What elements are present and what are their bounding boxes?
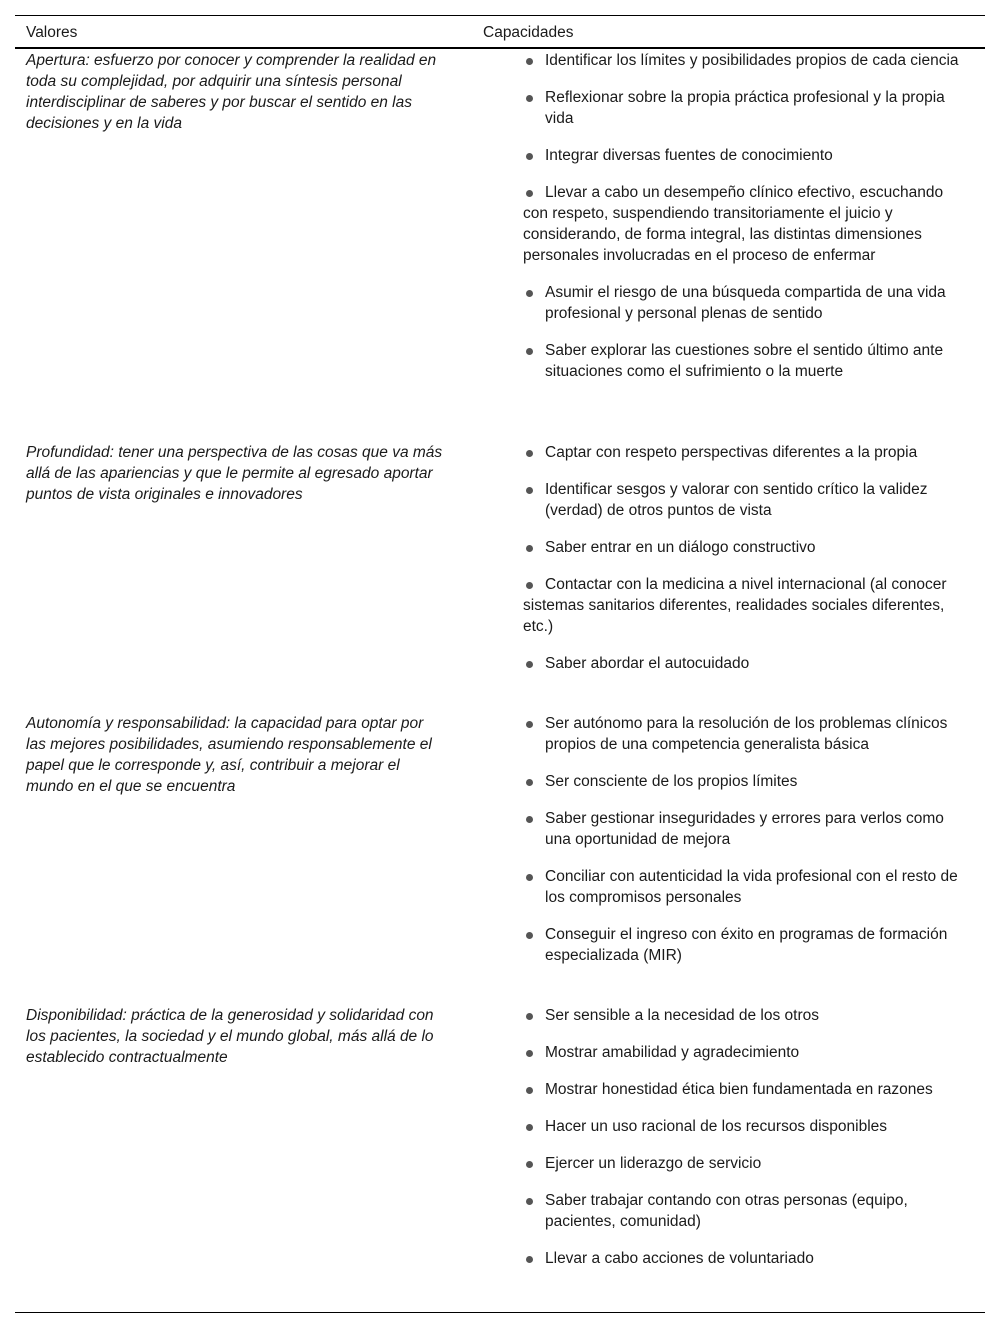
capabilities-list (523, 442, 963, 690)
value-description: Disponibilidad: práctica de la generosidad y solidaridad con los pacientes, la sociedad y el mundo global, más allá de lo establecido contractualmente (26, 1007, 434, 1066)
list-item: Integrar diversas fuentes de conocimiento (523, 145, 963, 166)
bullet-icon (526, 1013, 533, 1020)
list-item: Saber explorar las cuestiones sobre el sentido último ante situaciones como el sufrimiento o la muerte (523, 340, 963, 382)
capabilities-list (523, 1005, 963, 1285)
bullet-icon (526, 932, 533, 939)
bullet-icon (526, 1198, 533, 1205)
list-item: Saber trabajar contando con otras personas (equipo, pacientes, comunidad) (523, 1190, 963, 1232)
list-item: Ser sensible a la necesidad de los otros (523, 1005, 963, 1026)
bullet-icon (526, 450, 533, 457)
bullet-icon (526, 348, 533, 355)
list-item: Llevar a cabo un desempeño clínico efectivo, escuchando con respeto, suspendiendo transitoriamente el juicio y considerando, de forma integral, las distintas dimensiones personales involucradas en el proceso de enfermar (523, 184, 944, 264)
list-item: Reflexionar sobre la propia práctica profesional y la propia vida (523, 87, 963, 129)
bullet-icon (526, 1124, 533, 1131)
table-bottom-rule (15, 1312, 985, 1313)
column-header-values: Valores (26, 24, 78, 41)
bullet-icon (526, 545, 533, 552)
list-item: Asumir el riesgo de una búsqueda compartida de una vida profesional y personal plenas de sentido (523, 282, 963, 324)
list-item: Identificar los límites y posibilidades propios de cada ciencia (523, 50, 963, 71)
value-description: Apertura: esfuerzo por conocer y comprender la realidad en toda su complejidad, por adquirir una síntesis personal interdisciplinar de saberes y por buscar el sentido en las decisiones y en la vida (26, 52, 437, 132)
list-item: Ser consciente de los propios límites (523, 771, 963, 792)
bullet-icon (526, 1256, 533, 1263)
bullet-icon (526, 721, 533, 728)
value-description: Autonomía y responsabilidad: la capacidad para optar por las mejores posibilidades, asumiendo responsablemente el papel que le corresponde y, así, contribuir a mejorar el mundo en el que se encuentra (26, 715, 432, 795)
table-top-rule (15, 15, 985, 16)
bullet-icon (526, 190, 533, 197)
list-item: Saber abordar el autocuidado (523, 653, 963, 674)
list-item: Conciliar con autenticidad la vida profesional con el resto de los compromisos personales (523, 866, 963, 908)
list-item: Ser autónomo para la resolución de los problemas clínicos propios de una competencia generalista básica (523, 713, 963, 755)
list-item: Saber gestionar inseguridades y errores para verlos como una oportunidad de mejora (523, 808, 963, 850)
bullet-icon (526, 1050, 533, 1057)
bullet-icon (526, 779, 533, 786)
bullet-icon (526, 661, 533, 668)
bullet-icon (526, 582, 533, 589)
list-item: Conseguir el ingreso con éxito en programas de formación especializada (MIR) (523, 924, 963, 966)
bullet-icon (526, 816, 533, 823)
list-item: Identificar sesgos y valorar con sentido crítico la validez (verdad) de otros puntos de vista (523, 479, 963, 521)
bullet-icon (526, 1161, 533, 1168)
list-item: Hacer un uso racional de los recursos disponibles (523, 1116, 963, 1137)
bullet-icon (526, 487, 533, 494)
list-item: Saber entrar en un diálogo constructivo (523, 537, 963, 558)
list-item: Mostrar honestidad ética bien fundamentada en razones (523, 1079, 963, 1100)
bullet-icon (526, 153, 533, 160)
capabilities-list (523, 713, 963, 982)
list-item: Ejercer un liderazgo de servicio (523, 1153, 963, 1174)
list-item: Captar con respeto perspectivas diferentes a la propia (523, 442, 963, 463)
list-item: Llevar a cabo acciones de voluntariado (523, 1248, 963, 1269)
list-item: Mostrar amabilidad y agradecimiento (523, 1042, 963, 1063)
bullet-icon (526, 58, 533, 65)
bullet-icon (526, 874, 533, 881)
value-description: Profundidad: tener una perspectiva de las cosas que va más allá de las apariencias y que le permite al egresado aportar puntos de vista originales e innovadores (26, 444, 443, 503)
bullet-icon (526, 290, 533, 297)
column-header-capabilities: Capacidades (483, 24, 574, 41)
bullet-icon (526, 1087, 533, 1094)
capabilities-list (523, 50, 963, 398)
bullet-icon (526, 95, 533, 102)
list-item: Contactar con la medicina a nivel internacional (al conocer sistemas sanitarios diferentes, realidades sociales diferentes, etc.) (523, 576, 947, 635)
table-header-rule (15, 47, 985, 49)
